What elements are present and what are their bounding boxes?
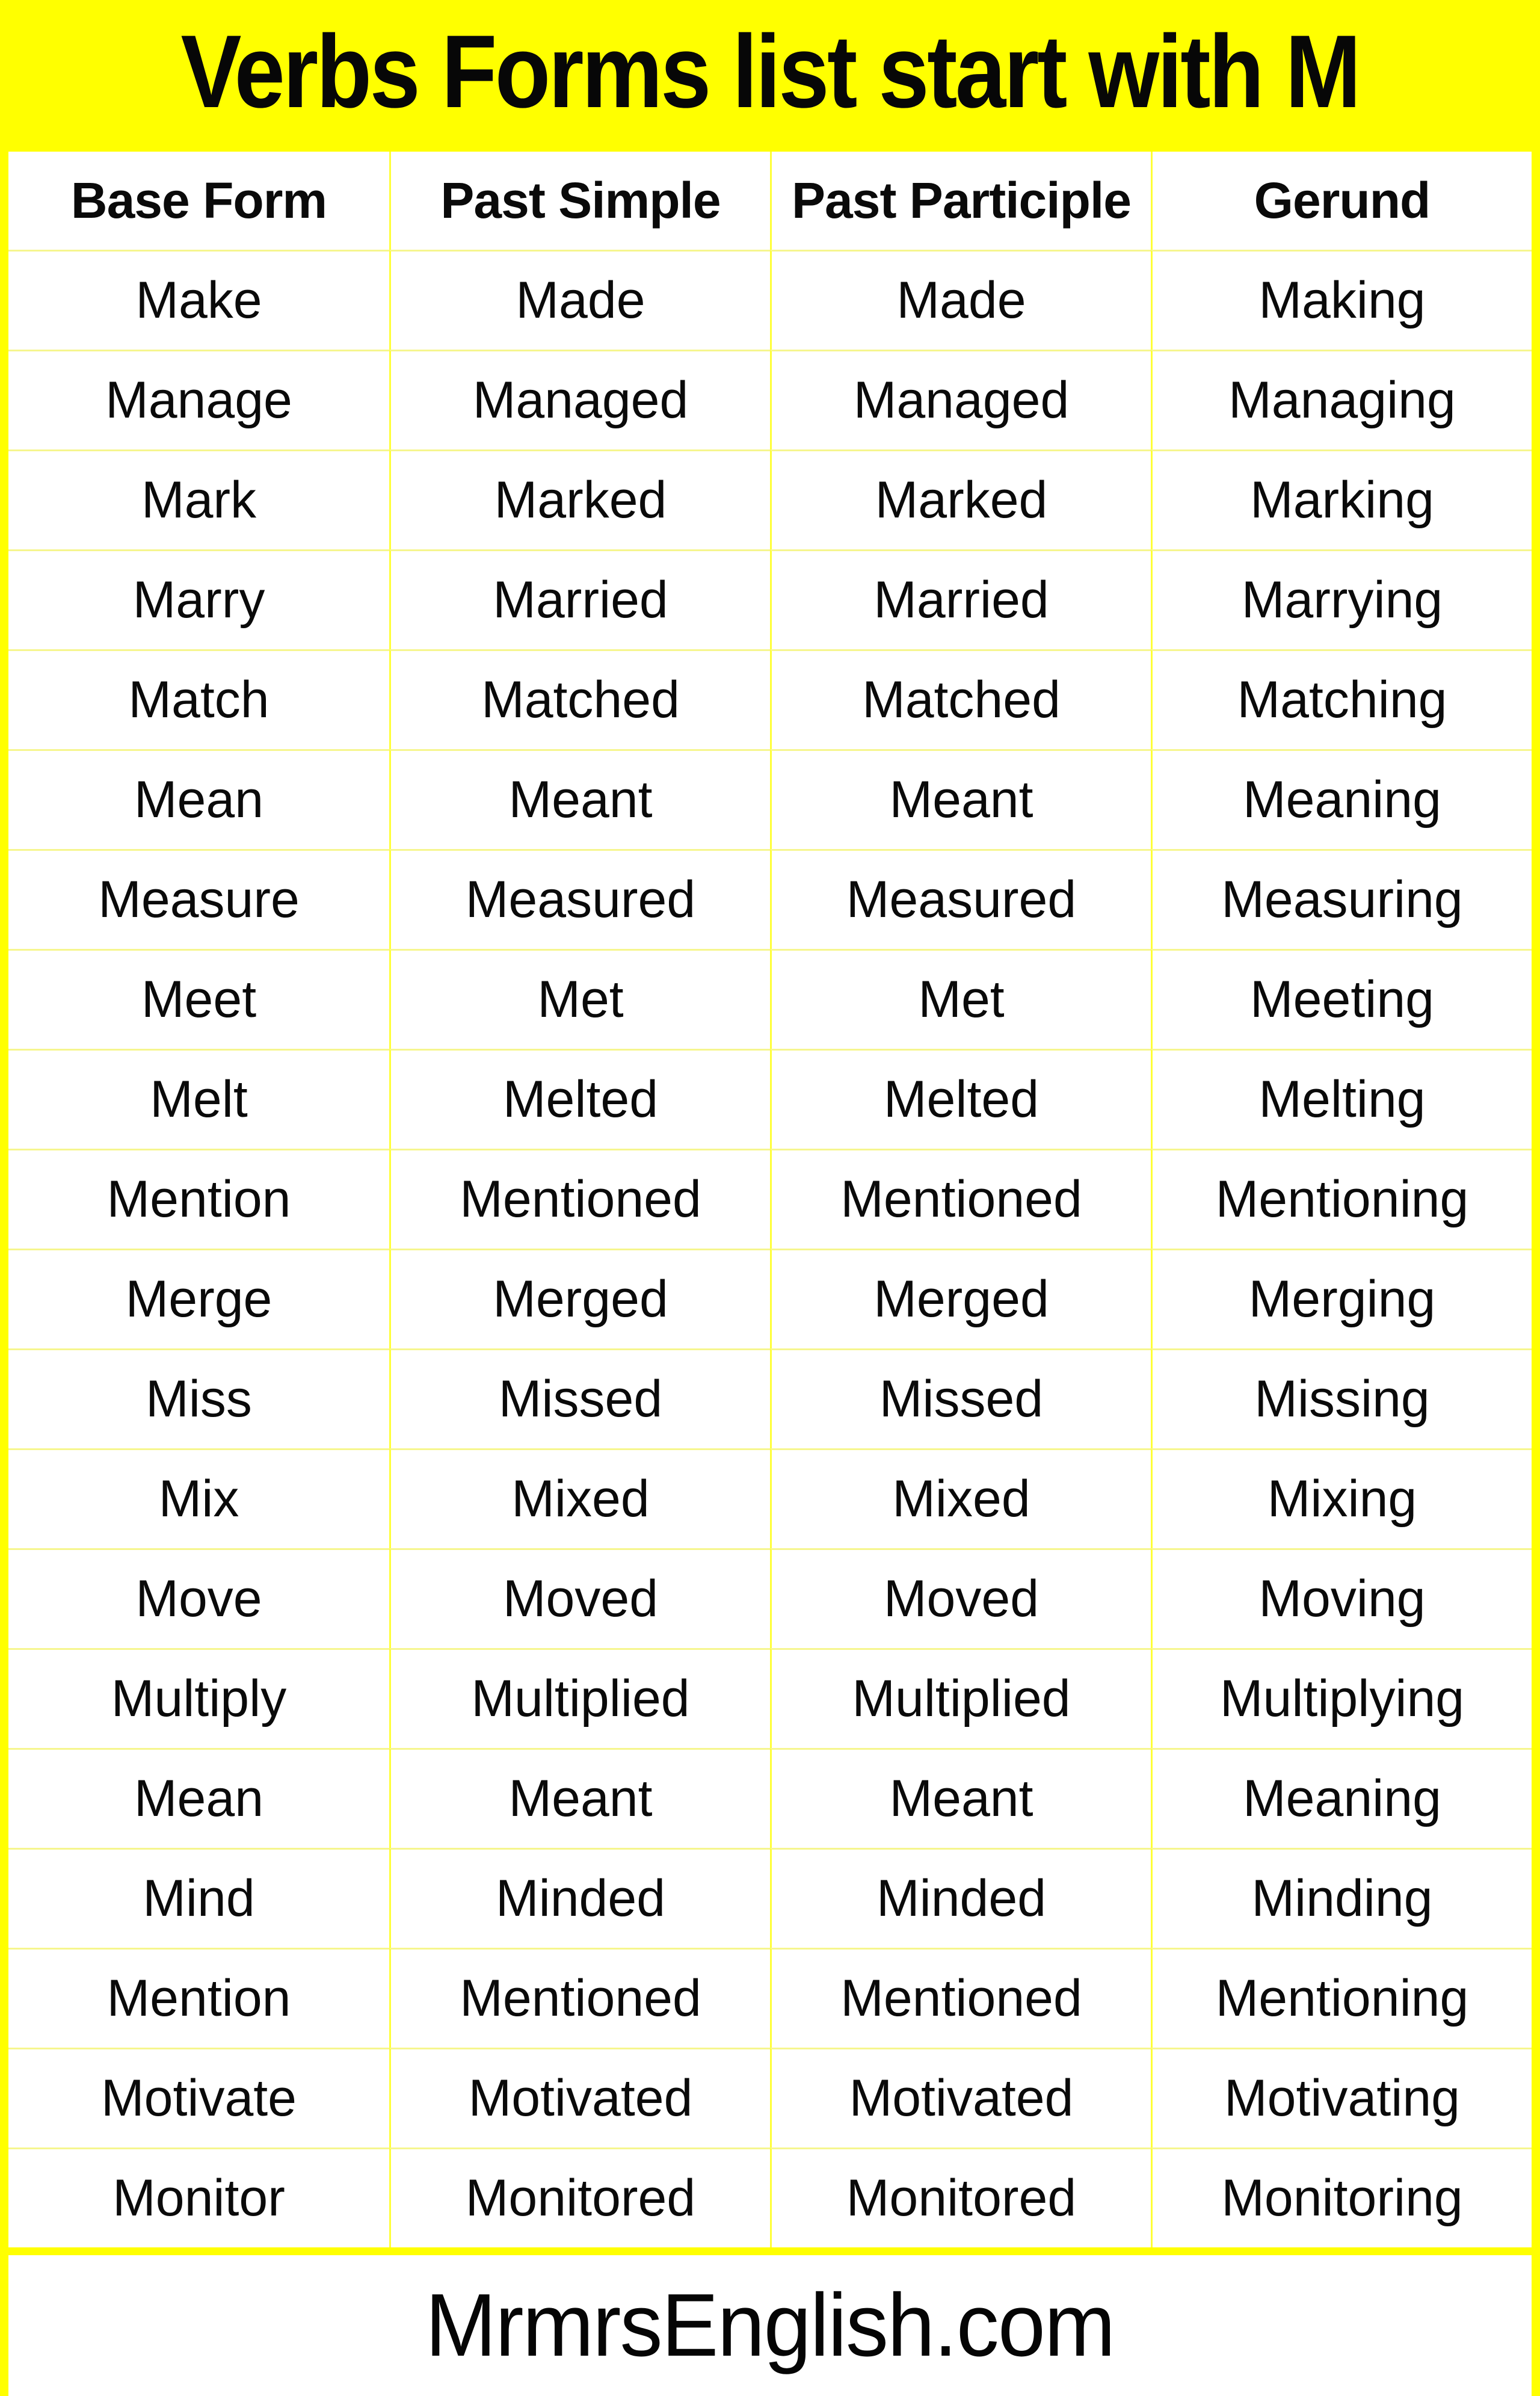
table-cell: Multiply	[8, 1648, 389, 1748]
table-cell: Managed	[770, 350, 1151, 449]
table-cell: Meaning	[1151, 1748, 1532, 1848]
table-cell: Matching	[1151, 649, 1532, 749]
table-cell: Moving	[1151, 1548, 1532, 1648]
table-cell: Meant	[770, 749, 1151, 849]
table-cell: Mixed	[389, 1448, 770, 1548]
column-header: Gerund	[1151, 152, 1532, 250]
table-cell: Miss	[8, 1348, 389, 1448]
table-cell: Married	[770, 549, 1151, 649]
table-row	[8, 449, 1532, 549]
table-cell: Mentioned	[770, 1948, 1151, 2048]
table-cell: Making	[1151, 250, 1532, 350]
table-cell: Meaning	[1151, 749, 1532, 849]
verbs-table-head	[8, 152, 1532, 250]
table-cell: Motivating	[1151, 2048, 1532, 2147]
table-row	[8, 350, 1532, 449]
column-header: Base Form	[8, 152, 389, 250]
table-cell: Marking	[1151, 449, 1532, 549]
table-cell: Mind	[8, 1848, 389, 1948]
table-cell: Matched	[389, 649, 770, 749]
table-cell: Merging	[1151, 1249, 1532, 1348]
table-cell: Missing	[1151, 1348, 1532, 1448]
table-cell: Mention	[8, 1948, 389, 2048]
title-band	[0, 0, 1540, 152]
page-title: Verbs Forms list start with M	[180, 14, 1360, 129]
table-cell: Melted	[389, 1049, 770, 1149]
table-row	[8, 549, 1532, 649]
table-cell: Mentioned	[389, 1948, 770, 2048]
table-row	[8, 749, 1532, 849]
table-cell: Mixed	[770, 1448, 1151, 1548]
column-header: Past Simple	[389, 152, 770, 250]
verbs-table-container	[8, 152, 1532, 2247]
table-cell: Measured	[770, 849, 1151, 949]
table-cell: Measured	[389, 849, 770, 949]
table-row	[8, 1948, 1532, 2048]
table-cell: Minded	[770, 1848, 1151, 1948]
table-cell: Monitored	[770, 2147, 1151, 2247]
table-cell: Measuring	[1151, 849, 1532, 949]
table-cell: Marrying	[1151, 549, 1532, 649]
table-cell: Made	[389, 250, 770, 350]
table-cell: Moved	[770, 1548, 1151, 1648]
table-cell: Monitoring	[1151, 2147, 1532, 2247]
table-cell: Mean	[8, 1748, 389, 1848]
table-row	[8, 1748, 1532, 1848]
verbs-table	[8, 152, 1532, 2247]
table-cell: Married	[389, 549, 770, 649]
table-row	[8, 949, 1532, 1049]
table-cell: Meant	[389, 1748, 770, 1848]
table-cell: Merged	[389, 1249, 770, 1348]
table-cell: Met	[389, 949, 770, 1049]
table-cell: Managing	[1151, 350, 1532, 449]
table-row	[8, 1848, 1532, 1948]
table-row	[8, 1249, 1532, 1348]
table-cell: Mean	[8, 749, 389, 849]
table-cell: Merged	[770, 1249, 1151, 1348]
table-cell: Mention	[8, 1149, 389, 1249]
table-row	[8, 1548, 1532, 1648]
table-row	[8, 1049, 1532, 1149]
table-cell: Melting	[1151, 1049, 1532, 1149]
table-cell: Melted	[770, 1049, 1151, 1149]
table-cell: Move	[8, 1548, 389, 1648]
table-cell: Missed	[389, 1348, 770, 1448]
table-cell: Meeting	[1151, 949, 1532, 1049]
table-cell: Met	[770, 949, 1151, 1049]
table-row	[8, 2048, 1532, 2147]
table-row	[8, 649, 1532, 749]
verbs-table-body	[8, 250, 1532, 2247]
table-row	[8, 1348, 1532, 1448]
verbs-table-head-row	[8, 152, 1532, 250]
table-cell: Meant	[770, 1748, 1151, 1848]
table-cell: Made	[770, 250, 1151, 350]
footer-band	[8, 2255, 1532, 2396]
table-cell: Motivate	[8, 2048, 389, 2147]
table-cell: Mentioning	[1151, 1149, 1532, 1249]
table-cell: Mentioned	[770, 1149, 1151, 1249]
table-cell: Match	[8, 649, 389, 749]
table-cell: Melt	[8, 1049, 389, 1149]
table-cell: Manage	[8, 350, 389, 449]
table-cell: Mentioning	[1151, 1948, 1532, 2048]
footer-site-text: MrmrsEnglish.com	[425, 2276, 1115, 2375]
table-cell: Multiplied	[389, 1648, 770, 1748]
table-cell: Motivated	[770, 2048, 1151, 2147]
table-row	[8, 1448, 1532, 1548]
table-cell: Monitor	[8, 2147, 389, 2247]
table-cell: Minding	[1151, 1848, 1532, 1948]
table-row	[8, 849, 1532, 949]
table-cell: Marked	[770, 449, 1151, 549]
table-cell: Matched	[770, 649, 1151, 749]
table-cell: Mark	[8, 449, 389, 549]
column-header: Past Participle	[770, 152, 1151, 250]
table-cell: Make	[8, 250, 389, 350]
table-cell: Mix	[8, 1448, 389, 1548]
table-row	[8, 2147, 1532, 2247]
table-cell: Marked	[389, 449, 770, 549]
table-row	[8, 1149, 1532, 1249]
table-cell: Moved	[389, 1548, 770, 1648]
table-cell: Marry	[8, 549, 389, 649]
table-cell: Missed	[770, 1348, 1151, 1448]
table-cell: Mentioned	[389, 1149, 770, 1249]
table-cell: Multiplying	[1151, 1648, 1532, 1748]
table-cell: Meant	[389, 749, 770, 849]
table-cell: Motivated	[389, 2048, 770, 2147]
table-cell: Managed	[389, 350, 770, 449]
table-row	[8, 250, 1532, 350]
table-cell: Measure	[8, 849, 389, 949]
table-cell: Minded	[389, 1848, 770, 1948]
table-cell: Merge	[8, 1249, 389, 1348]
table-cell: Monitored	[389, 2147, 770, 2247]
table-cell: Mixing	[1151, 1448, 1532, 1548]
table-row	[8, 1648, 1532, 1748]
table-cell: Multiplied	[770, 1648, 1151, 1748]
table-cell: Meet	[8, 949, 389, 1049]
